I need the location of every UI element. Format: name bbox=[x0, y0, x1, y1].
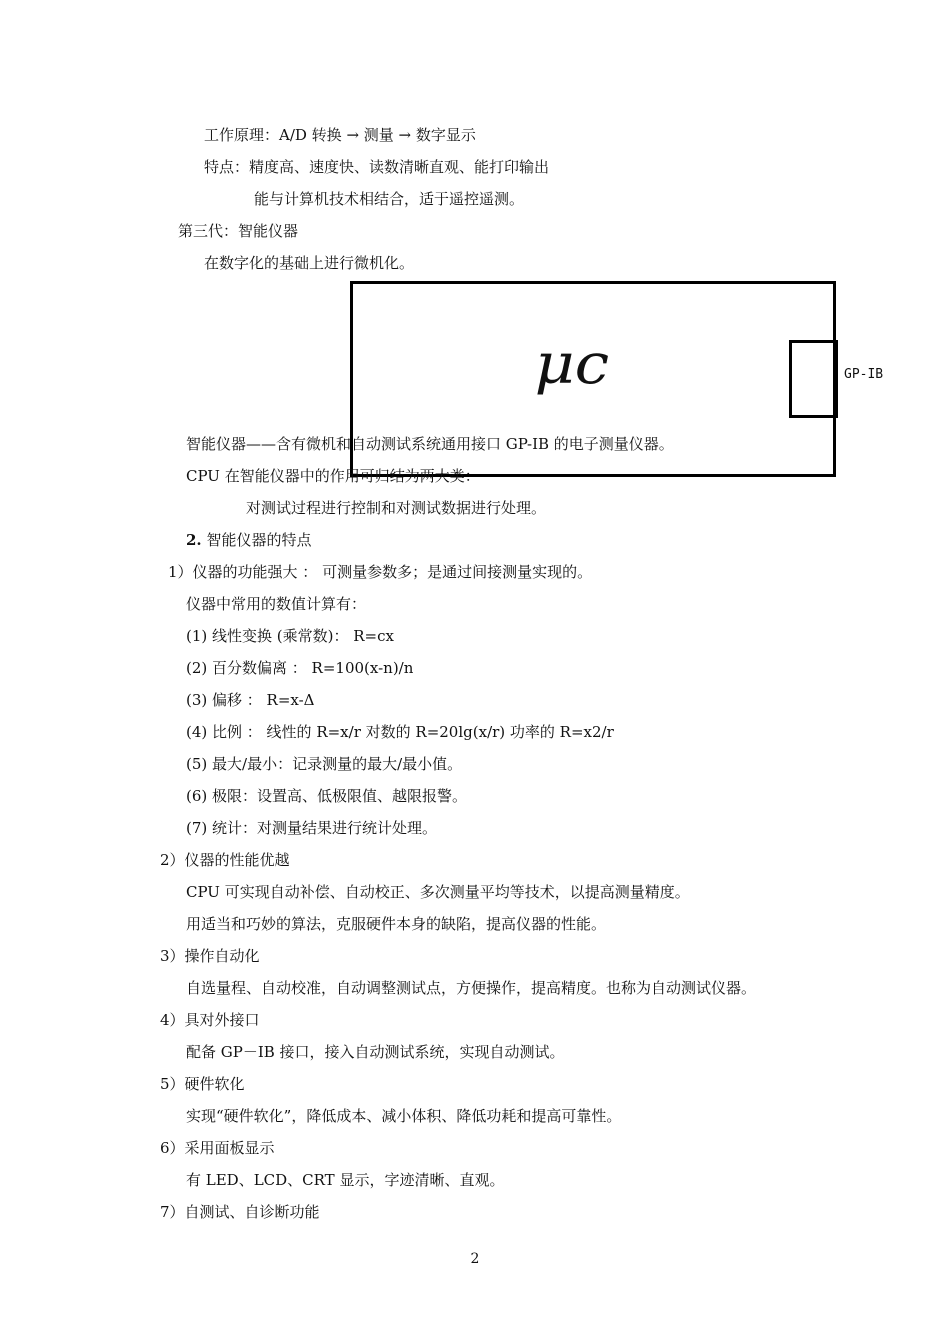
calc-item-statistics: (7) 统计：对测量结果进行统计处理。 bbox=[186, 819, 438, 837]
text-line-interface: 配备 GP－IB 接口，接入自动测试系统，实现自动测试。 bbox=[186, 1043, 565, 1061]
microcontroller-label: μc bbox=[534, 332, 610, 397]
calc-item-limit: (6) 极限：设置高、低极限值、越限报警。 bbox=[186, 787, 468, 805]
list-item-2-heading: 2）仪器的性能优越 bbox=[160, 851, 290, 869]
text-line-features: 特点：精度高、速度快、读数清晰直观、能打印输出 bbox=[204, 158, 550, 176]
text-line-cpu-role-detail: 对测试过程进行控制和对测试数据进行处理。 bbox=[246, 499, 547, 517]
text-line-software-hardware: 实现“硬件软化”，降低成本、减小体积、降低功耗和提高可靠性。 bbox=[186, 1107, 622, 1125]
page-number: 2 bbox=[470, 1251, 480, 1267]
section-heading bbox=[186, 530, 311, 550]
text-line-performance-2: 用适当和巧妙的算法，克服硬件本身的缺陷，提高仪器的性能。 bbox=[186, 915, 607, 933]
section-title: 智能仪器的特点 bbox=[206, 531, 312, 549]
text-line-third-generation: 第三代：智能仪器 bbox=[178, 222, 299, 240]
text-line-performance-1: CPU 可实现自动补偿、自动校正、多次测量平均等技术，以提高测量精度。 bbox=[186, 883, 690, 901]
list-item-1-heading: 1）仪器的功能强大 ： 可测量参数多；是通过间接测量实现的。 bbox=[168, 563, 593, 581]
calc-item-percent: (2) 百分数偏离 ： R=100(x-n)/n bbox=[186, 659, 414, 677]
text-line-definition: 智能仪器——含有微机和自动测试系统通用接口 GP-IB 的电子测量仪器。 bbox=[186, 435, 674, 453]
calc-item-offset: (3) 偏移 ： R=x-Δ bbox=[186, 691, 315, 709]
calc-item-ratio: (4) 比例 ： 线性的 R=x/r 对数的 R=20lg(x/r) 功率的 R=x2/r bbox=[186, 723, 614, 741]
list-item-5-heading: 5）硬件软化 bbox=[160, 1075, 245, 1093]
text-line-features-cont: 能与计算机技术相结合，适于遥控遥测。 bbox=[254, 190, 525, 208]
calc-item-linear: (1) 线性变换 (乘常数)： R=cx bbox=[186, 627, 394, 645]
text-line-microcomputerization: 在数字化的基础上进行微机化。 bbox=[204, 254, 415, 272]
text-line-calc-intro: 仪器中常用的数值计算有： bbox=[186, 595, 367, 613]
list-item-4-heading: 4）具对外接口 bbox=[160, 1011, 260, 1029]
section-number: 2. bbox=[186, 531, 202, 549]
gpib-port-box bbox=[789, 340, 838, 418]
gpib-port-label: GP-IB bbox=[844, 367, 884, 382]
list-item-3-heading: 3）操作自动化 bbox=[160, 947, 260, 965]
text-line-display: 有 LED、LCD、CRT 显示，字迹清晰、直观。 bbox=[186, 1171, 505, 1189]
calc-item-maxmin: (5) 最大/最小：记录测量的最大/最小值。 bbox=[186, 755, 463, 773]
list-item-7-heading: 7）自测试、自诊断功能 bbox=[160, 1203, 320, 1221]
list-item-6-heading: 6）采用面板显示 bbox=[160, 1139, 275, 1157]
text-line-working-principle: 工作原理：A/D 转换 → 测量 → 数字显示 bbox=[204, 126, 476, 144]
text-line-automation: 自选量程、自动校准，自动调整测试点，方便操作，提高精度。也称为自动测试仪器。 bbox=[186, 979, 757, 997]
text-line-cpu-role: CPU 在智能仪器中的作用可归结为两大类： bbox=[186, 467, 480, 485]
